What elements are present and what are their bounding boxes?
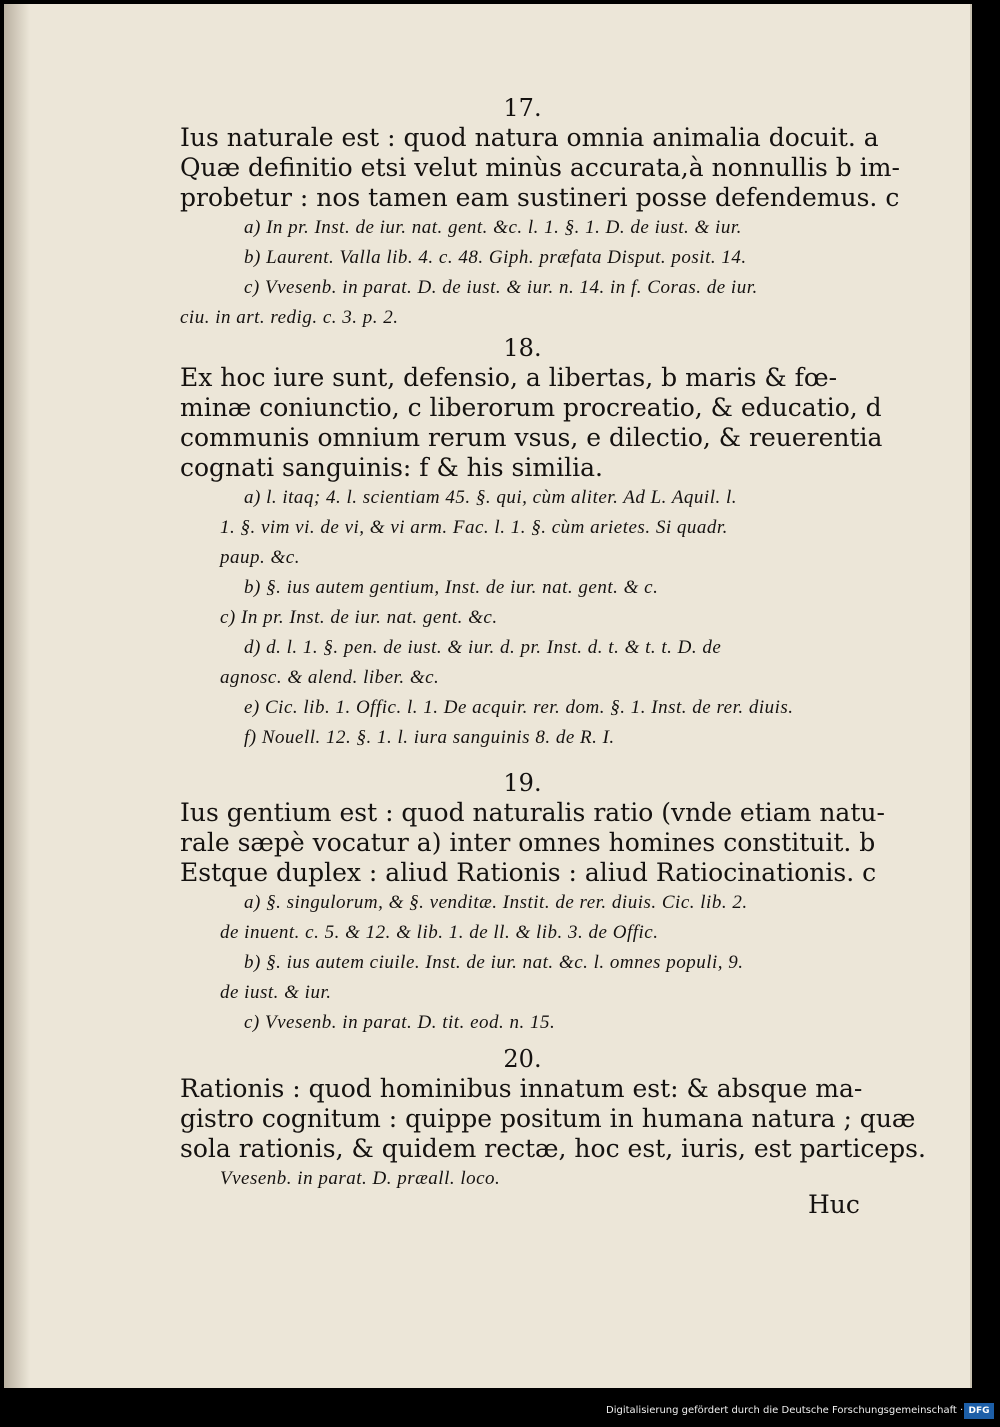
section-number: 19.	[503, 769, 542, 797]
body-line: Rationis : quod hominibus innatum est: & absque ma-	[180, 1074, 863, 1103]
footnote-line: e) Cic. lib. 1. Offic. l. 1. De acquir. rer. dom. §. 1. Inst. de rer. diuis.	[244, 697, 794, 718]
body-line: Ius naturale est : quod natura omnia animalia docuit. a	[180, 123, 879, 152]
body-line: Estque duplex : aliud Rationis : aliud Ratiocinationis. c	[180, 858, 877, 887]
dfg-logo: DFG	[964, 1403, 994, 1419]
section-18	[180, 333, 883, 753]
digitization-credit: Digitalisierung gefördert durch die Deutsche Forschungsgemeinschaft ·	[606, 1405, 964, 1416]
footnote-line: b) §. ius autem gentium, Inst. de iur. nat. gent. & c.	[244, 577, 659, 598]
footnote-line: c) Vvesenb. in parat. D. tit. eod. n. 15.	[244, 1012, 556, 1033]
footnote-line: c) In pr. Inst. de iur. nat. gent. &c.	[220, 607, 498, 628]
body-line: Ius gentium est : quod naturalis ratio (vnde etiam natu-	[180, 798, 885, 827]
footnote-line: b) Laurent. Valla lib. 4. c. 48. Giph. præfata Disput. posit. 14.	[244, 247, 747, 268]
section-number: 18.	[503, 334, 542, 362]
footnote-line: b) §. ius autem ciuile. Inst. de iur. nat. &c. l. omnes populi, 9.	[244, 952, 744, 973]
footnote-line: d) d. l. 1. §. pen. de iust. & iur. d. pr. Inst. d. t. & t. t. D. de	[244, 637, 722, 658]
body-line: minæ coniunctio, c liberorum procreatio, & educatio, d	[180, 393, 882, 422]
footnote-line: a) In pr. Inst. de iur. nat. gent. &c. l. 1. §. 1. D. de iust. & iur.	[244, 217, 742, 238]
footnote-line: a) §. singulorum, & §. venditæ. Instit. de rer. diuis. Cic. lib. 2.	[244, 892, 748, 913]
section-17	[180, 93, 900, 333]
section-number: 20.	[503, 1045, 542, 1073]
section-number: 17.	[503, 94, 542, 122]
body-line: gistro cognitum : quippe positum in humana natura ; quæ	[180, 1104, 916, 1133]
footnote-line: f) Nouell. 12. §. 1. l. iura sanguinis 8. de R. I.	[244, 727, 615, 748]
footnote-line: c) Vvesenb. in parat. D. de iust. & iur. n. 14. in f. Coras. de iur.	[244, 277, 758, 298]
body-line: Quæ definitio etsi velut minùs accurata,à nonnullis b im-	[180, 153, 900, 182]
body-line: communis omnium rerum vsus, e dilectio, & reuerentia	[180, 423, 883, 452]
footnote-line: agnosc. & alend. liber. &c.	[220, 667, 440, 688]
footnote-line: Vvesenb. in parat. D. præall. loco.	[220, 1168, 501, 1189]
body-line: Ex hoc iure sunt, defensio, a libertas, b maris & fœ-	[180, 363, 838, 392]
footnote-line: a) l. itaq; 4. l. scientiam 45. §. qui, cùm aliter. Ad L. Aquil. l.	[244, 487, 738, 508]
body-line: probetur : nos tamen eam sustineri posse defendemus. c	[180, 183, 900, 212]
page-gutter-shadow	[4, 4, 30, 1388]
section-20	[180, 1044, 926, 1194]
footnote-line: 1. §. vim vi. de vi, & vi arm. Fac. l. 1. §. cùm arietes. Si quadr.	[220, 517, 728, 538]
body-line: sola rationis, & quidem rectæ, hoc est, iuris, est particeps.	[180, 1134, 926, 1163]
footnote-line: de inuent. c. 5. & 12. & lib. 1. de ll. & lib. 3. de Offic.	[220, 922, 659, 943]
body-line: rale sæpè vocatur a) inter omnes homines constituit. b	[180, 828, 876, 857]
body-line: cognati sanguinis: f & his similia.	[180, 453, 603, 482]
footnote-line: de iust. & iur.	[220, 982, 332, 1003]
footnote-line: ciu. in art. redig. c. 3. p. 2.	[180, 307, 399, 328]
footnote-line: paup. &c.	[220, 547, 300, 568]
catchword: Huc	[808, 1190, 860, 1219]
section-19	[180, 768, 885, 1038]
